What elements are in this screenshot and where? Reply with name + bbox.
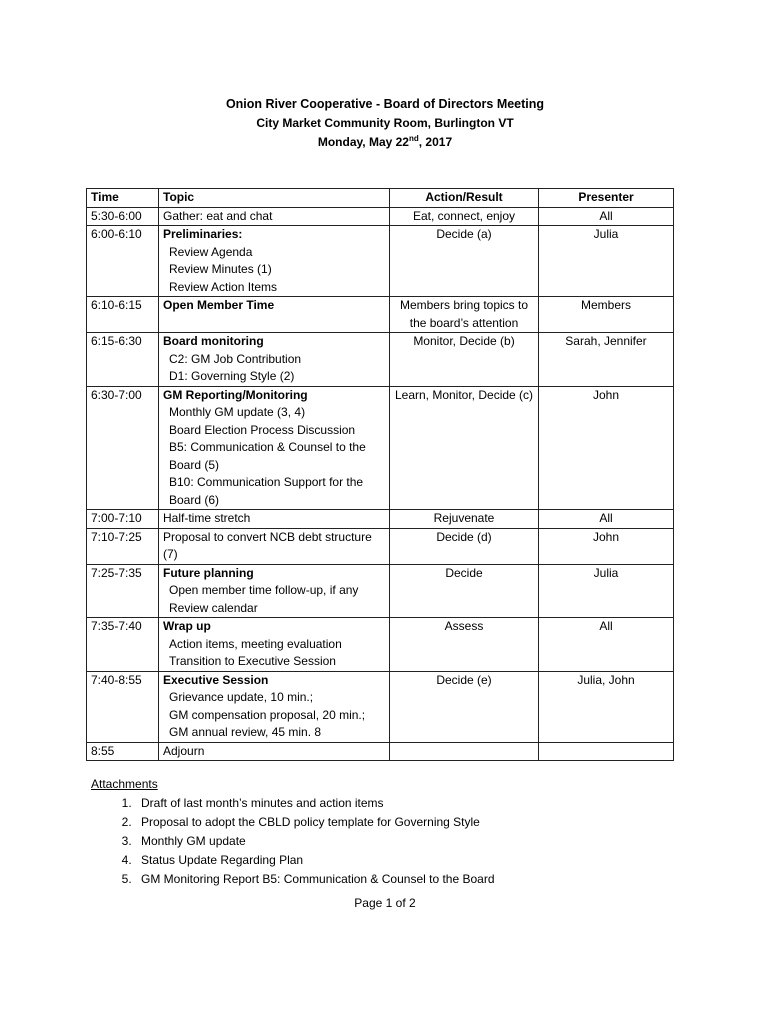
agenda-action: Learn, Monitor, Decide (c) — [390, 386, 539, 510]
agenda-time: 6:10-6:15 — [87, 297, 159, 333]
agenda-subitem: Review calendar — [169, 600, 258, 615]
agenda-time: 7:40-8:55 — [87, 671, 159, 742]
agenda-topic — [159, 226, 390, 297]
agenda-presenter — [539, 742, 674, 761]
agenda-presenter: John — [539, 528, 674, 564]
agenda-time: 7:35-7:40 — [87, 618, 159, 672]
agenda-presenter: Sarah, Jennifer — [539, 333, 674, 387]
header-time: Time — [87, 189, 159, 208]
agenda-presenter: Members — [539, 297, 674, 333]
attachment-item: 4. Status Update Regarding Plan — [135, 851, 495, 870]
agenda-time: 7:25-7:35 — [87, 564, 159, 618]
agenda-time: 7:10-7:25 — [87, 528, 159, 564]
agenda-topic — [159, 386, 390, 510]
agenda-row — [87, 618, 674, 672]
agenda-presenter: Julia — [539, 564, 674, 618]
agenda-table — [86, 188, 674, 761]
agenda-action: Rejuvenate — [390, 510, 539, 529]
agenda-subitem: Action items, meeting evaluation — [169, 636, 342, 651]
agenda-time: 6:00-6:10 — [87, 226, 159, 297]
agenda-time: 5:30-6:00 — [87, 207, 159, 226]
agenda-subitem: C2: GM Job Contribution — [169, 351, 302, 366]
agenda-topic-title: Adjourn — [163, 743, 205, 758]
agenda-action: Members bring topics to the board’s attention — [390, 297, 539, 333]
agenda-action: Decide (e) — [390, 671, 539, 742]
agenda-subitem: B10: Communication Support for the Board (6) — [169, 475, 364, 507]
meeting-date: Monday, May 22nd, 2017 — [317, 134, 453, 149]
agenda-row — [87, 510, 674, 529]
agenda-time: 6:30-7:00 — [87, 386, 159, 510]
header-topic: Topic — [159, 189, 390, 208]
agenda-topic-title: Gather: eat and chat — [163, 208, 273, 223]
attachment-item: 5. GM Monitoring Report B5: Communication & Counsel to the Board — [135, 870, 495, 889]
agenda-time: 7:00-7:10 — [87, 510, 159, 529]
agenda-topic-title: Proposal to convert NCB debt structure (7) — [163, 529, 372, 561]
agenda-topic — [159, 297, 390, 333]
agenda-subitem: Transition to Executive Session — [169, 654, 336, 668]
attachment-item: 3. Monthly GM update — [135, 832, 495, 851]
agenda-row — [87, 226, 674, 297]
agenda-time: 8:55 — [87, 742, 159, 761]
agenda-subitem: GM annual review, 45 min. 8 — [169, 725, 322, 739]
agenda-subitem: GM compensation proposal, 20 min.; — [169, 707, 366, 722]
agenda-row — [87, 742, 674, 761]
agenda-row — [87, 386, 674, 510]
attachments-title: Attachments — [91, 777, 158, 791]
agenda-presenter: Julia — [539, 226, 674, 297]
agenda-topic-title: GM Reporting/Monitoring — [163, 387, 308, 402]
agenda-topic-title: Executive Session — [163, 672, 269, 687]
agenda-row — [87, 671, 674, 742]
agenda-row — [87, 528, 674, 564]
agenda-action: Decide — [390, 564, 539, 618]
agenda-presenter: All — [539, 510, 674, 529]
agenda-action: Monitor, Decide (b) — [390, 333, 539, 387]
agenda-topic — [159, 207, 390, 226]
header-presenter: Presenter — [539, 189, 674, 208]
meeting-location: City Market Community Room, Burlington VT — [256, 116, 514, 130]
agenda-action: Eat, connect, enjoy — [390, 207, 539, 226]
attachments-list — [91, 794, 495, 889]
agenda-row — [87, 297, 674, 333]
agenda-topic — [159, 564, 390, 618]
agenda-presenter: All — [539, 207, 674, 226]
agenda-subitem: Review Action Items — [169, 279, 278, 294]
agenda-subitem: Monthly GM update (3, 4) — [169, 405, 306, 419]
agenda-row — [87, 564, 674, 618]
agenda-subitem: D1: Governing Style (2) — [169, 369, 295, 383]
agenda-action: Decide (d) — [390, 528, 539, 564]
agenda-presenter: All — [539, 618, 674, 672]
agenda-topic — [159, 528, 390, 564]
agenda-topic-title: Preliminaries: — [163, 227, 243, 241]
header-action: Action/Result — [390, 189, 539, 208]
agenda-subitem: B5: Communication & Counsel to the Board (5) — [169, 440, 366, 472]
agenda-body — [87, 207, 674, 761]
agenda-subitem: Review Agenda — [169, 244, 253, 259]
agenda-topic-title: Open Member Time — [163, 298, 275, 312]
agenda-topic-title: Half-time stretch — [163, 511, 251, 525]
agenda-row — [87, 207, 674, 226]
agenda-subitem: Open member time follow-up, if any — [169, 583, 359, 597]
agenda-subitem: Review Minutes (1) — [169, 262, 272, 276]
agenda-row — [87, 333, 674, 387]
agenda-topic — [159, 742, 390, 761]
attachments-section — [91, 775, 495, 889]
agenda-topic — [159, 671, 390, 742]
agenda-topic — [159, 510, 390, 529]
agenda-topic — [159, 333, 390, 387]
agenda-action — [390, 742, 539, 761]
agenda-subitem: Board Election Process Discussion — [169, 422, 356, 437]
attachment-item: 1. Draft of last month’s minutes and action items — [135, 794, 495, 813]
agenda-topic — [159, 618, 390, 672]
agenda-time: 6:15-6:30 — [87, 333, 159, 387]
meeting-title: Onion River Cooperative - Board of Directors Meeting — [225, 97, 545, 111]
agenda-subitem: Grievance update, 10 min.; — [169, 690, 314, 704]
agenda-topic-title: Board monitoring — [163, 334, 264, 348]
page-number: Page 1 of 2 — [354, 896, 416, 910]
agenda-topic-title: Wrap up — [163, 619, 211, 633]
agenda-presenter: John — [539, 386, 674, 510]
agenda-action: Assess — [390, 618, 539, 672]
agenda-action: Decide (a) — [390, 226, 539, 297]
attachment-item: 2. Proposal to adopt the CBLD policy template for Governing Style — [135, 813, 495, 832]
document-header — [0, 94, 770, 152]
agenda-topic-title: Future planning — [163, 565, 254, 580]
agenda-header-row — [87, 189, 674, 208]
agenda-presenter: Julia, John — [539, 671, 674, 742]
